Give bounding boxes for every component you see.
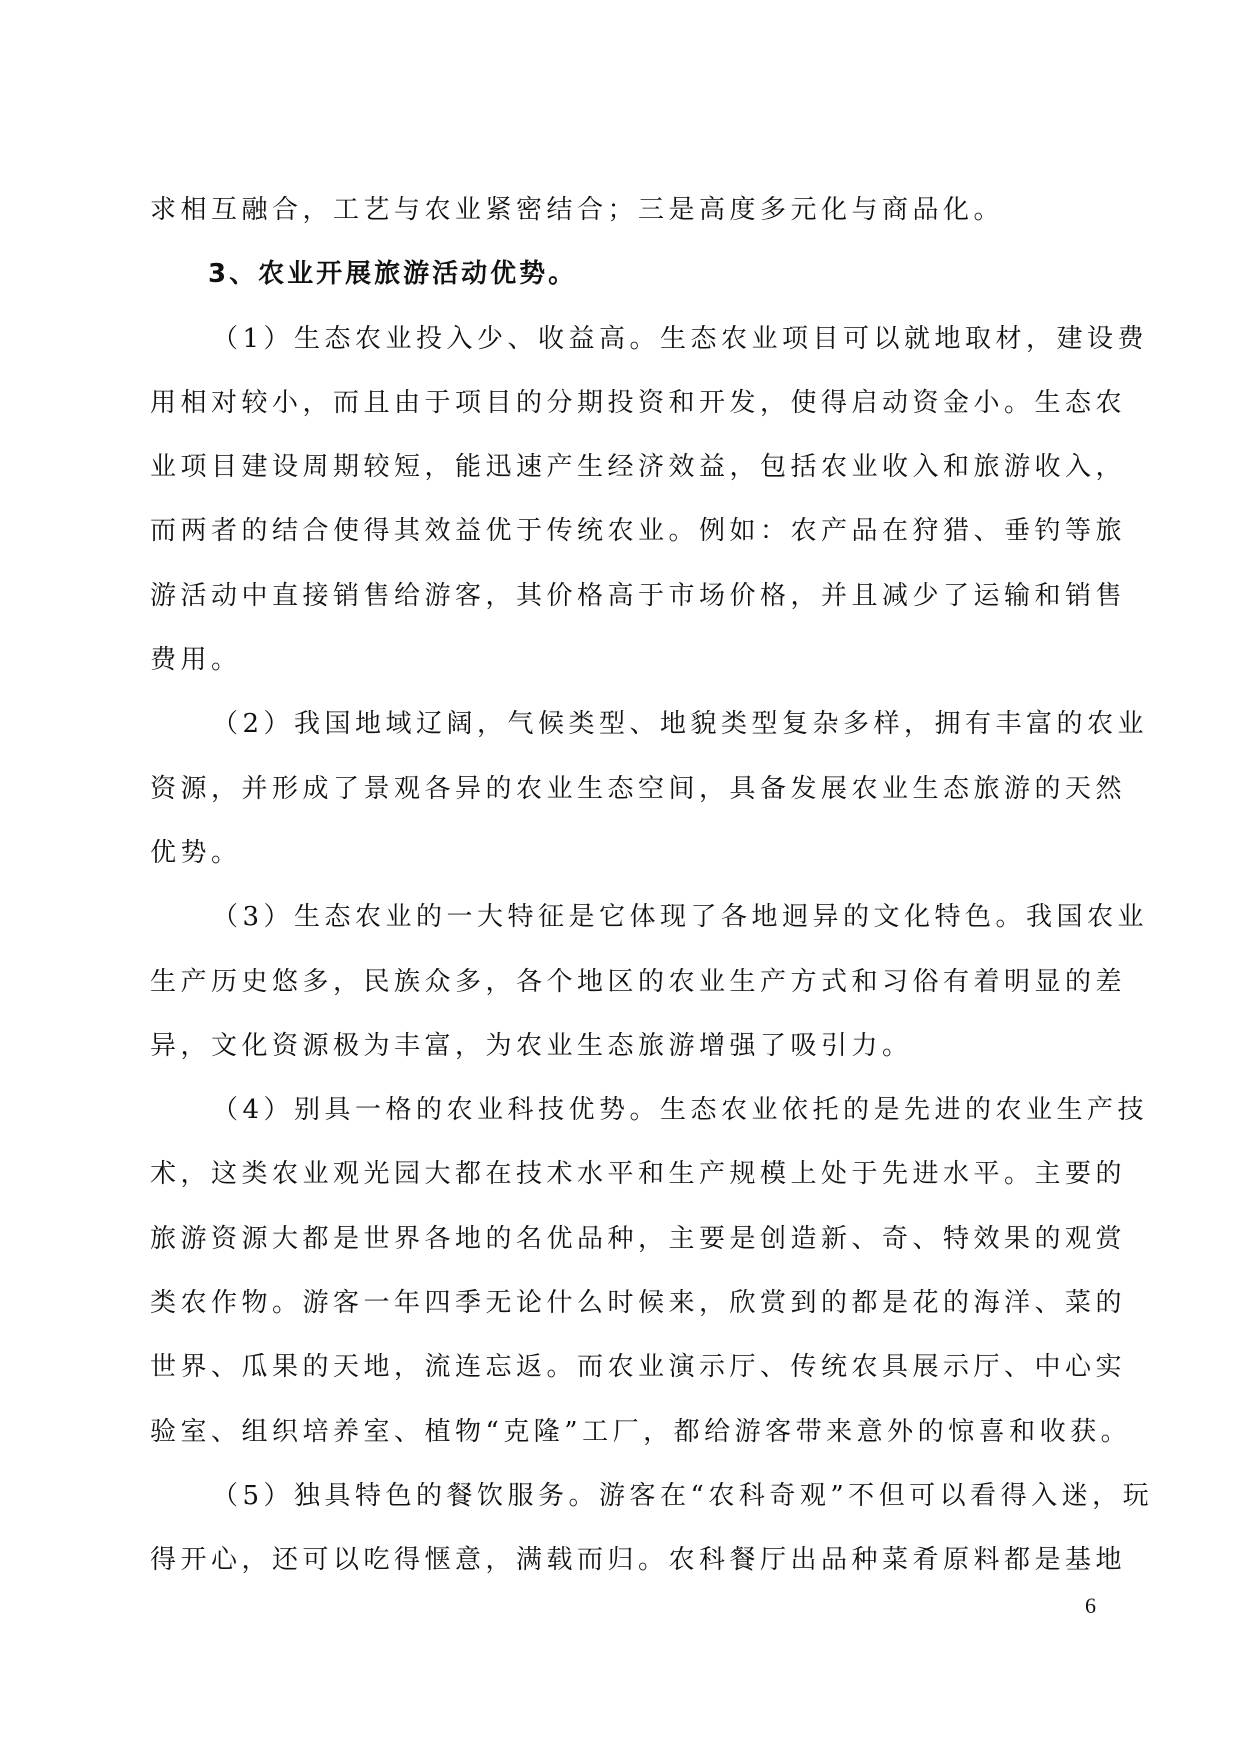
- paragraph-4-line: 术，这类农业观光园大都在技术水平和生产规模上处于先进水平。主要的: [150, 1159, 1127, 1190]
- paragraph-1-line: （1）生态农业投入少、收益高。生态农业项目可以就地取材，建设费: [212, 323, 1149, 354]
- paragraph-3-line: 生产历史悠多，民族众多，各个地区的农业生产方式和习俗有着明显的差: [150, 966, 1127, 997]
- paragraph-1-line: 用相对较小，而且由于项目的分期投资和开发，使得启动资金小。生态农: [150, 387, 1127, 418]
- page-number: 6: [1085, 1593, 1096, 1618]
- paragraph-1-line: 费用。: [150, 645, 242, 676]
- paragraph-4-line: 世界、瓜果的天地，流连忘返。而农业演示厅、传统农具展示厅、中心实: [150, 1352, 1127, 1383]
- paragraph-2-line: 资源，并形成了景观各异的农业生态空间，具备发展农业生态旅游的天然: [150, 773, 1127, 804]
- paragraph-2-line: 优势。: [150, 837, 242, 868]
- section-heading: 3、农业开展旅游活动优势。: [208, 259, 578, 290]
- paragraph-1-line: 游活动中直接销售给游客，其价格高于市场价格，并且减少了运输和销售: [150, 580, 1127, 611]
- paragraph-4-line: 类农作物。游客一年四季无论什么时候来，欣赏到的都是花的海洋、菜的: [150, 1288, 1127, 1319]
- paragraph-3-line: （3）生态农业的一大特征是它体现了各地迥异的文化特色。我国农业: [212, 902, 1149, 933]
- paragraph-4-line: （4）别具一格的农业科技优势。生态农业依托的是先进的农业生产技: [212, 1095, 1149, 1126]
- paragraph-5-line: 得开心，还可以吃得惬意，满载而归。农科餐厅出品种菜肴原料都是基地: [150, 1545, 1127, 1576]
- paragraph-2-line: （2）我国地域辽阔，气候类型、地貌类型复杂多样，拥有丰富的农业: [212, 709, 1149, 740]
- paragraph-4-line: 验室、组织培养室、植物“克隆”工厂，都给游客带来意外的惊喜和收获。: [150, 1416, 1132, 1447]
- paragraph-1-line: 业项目建设周期较短，能迅速产生经济效益，包括农业收入和旅游收入，: [150, 452, 1127, 483]
- paragraph-4-line: 旅游资源大都是世界各地的名优品种，主要是创造新、奇、特效果的观赏: [150, 1223, 1127, 1254]
- paragraph-5-line: （5）独具特色的餐饮服务。游客在“农科奇观”不但可以看得入迷，玩: [212, 1480, 1154, 1511]
- document-body: [150, 178, 1154, 1593]
- paragraph-3-line: 异，文化资源极为丰富，为农业生态旅游增强了吸引力。: [150, 1030, 913, 1061]
- text-line: 求相互融合，工艺与农业紧密结合；三是高度多元化与商品化。: [150, 195, 1005, 225]
- paragraph-1-line: 而两者的结合使得其效益优于传统农业。例如：农产品在狩猎、垂钓等旅: [150, 516, 1127, 547]
